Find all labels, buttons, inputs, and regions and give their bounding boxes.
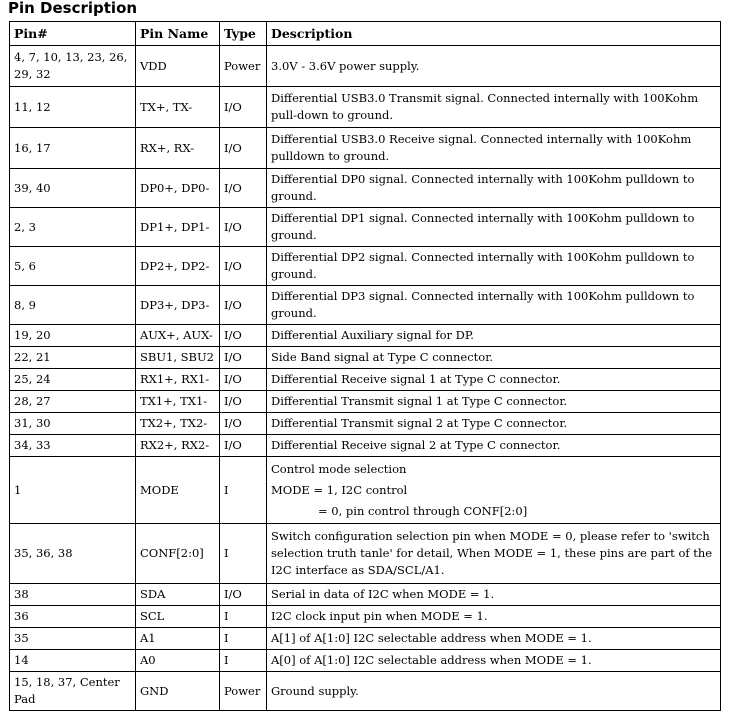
table-row (10, 650, 721, 672)
cell-pin: 39, 40 (10, 169, 136, 208)
cell-description: Switch configuration selection pin when MODE = 0, please refer to 'switch selection truth tanle' for detail, When MODE = 1, these pins are part of the I2C interface as SDA/SCL/A1. (267, 524, 721, 584)
column-header-type: Type (220, 22, 267, 46)
cell-name: DP2+, DP2- (136, 247, 220, 286)
cell-description (267, 457, 721, 524)
cell-pin: 35 (10, 628, 136, 650)
cell-description: 3.0V - 3.6V power supply. (267, 46, 721, 87)
mode-description-line: = 0, pin control through CONF[2:0] (318, 503, 528, 518)
cell-name: TX1+, TX1- (136, 391, 220, 413)
table-row (10, 87, 721, 128)
cell-description: A[0] of A[1:0] I2C selectable address when MODE = 1. (267, 650, 721, 672)
cell-type: I (220, 457, 267, 524)
section-heading: Pin Description (8, 0, 138, 17)
pin-description-table (9, 21, 721, 711)
cell-name: SBU1, SBU2 (136, 347, 220, 369)
cell-description: Differential DP3 signal. Connected internally with 100Kohm pulldown to ground. (267, 286, 721, 325)
cell-name: RX2+, RX2- (136, 435, 220, 457)
cell-pin: 5, 6 (10, 247, 136, 286)
cell-description: Serial in data of I2C when MODE = 1. (267, 584, 721, 606)
table-row (10, 347, 721, 369)
cell-name: DP0+, DP0- (136, 169, 220, 208)
cell-type: I (220, 628, 267, 650)
mode-description-line: Control mode selection (271, 461, 407, 476)
table-row (10, 128, 721, 169)
cell-description: Differential Receive signal 2 at Type C connector. (267, 435, 721, 457)
cell-pin: 25, 24 (10, 369, 136, 391)
cell-name: A0 (136, 650, 220, 672)
cell-pin: 11, 12 (10, 87, 136, 128)
table-row-mode (10, 457, 721, 524)
cell-description: Differential DP0 signal. Connected internally with 100Kohm pulldown to ground. (267, 169, 721, 208)
cell-type: I/O (220, 286, 267, 325)
cell-description: Differential Transmit signal 1 at Type C connector. (267, 391, 721, 413)
cell-description: Ground supply. (267, 672, 721, 711)
cell-pin: 38 (10, 584, 136, 606)
mode-description-line: MODE = 1, I2C control (271, 482, 408, 497)
column-header-pin-name: Pin Name (136, 22, 220, 46)
cell-type: Power (220, 672, 267, 711)
cell-pin: 34, 33 (10, 435, 136, 457)
cell-type: I/O (220, 413, 267, 435)
table-row (10, 208, 721, 247)
cell-description: A[1] of A[1:0] I2C selectable address when MODE = 1. (267, 628, 721, 650)
cell-pin: 28, 27 (10, 391, 136, 413)
cell-description: Differential Transmit signal 2 at Type C connector. (267, 413, 721, 435)
cell-name: SDA (136, 584, 220, 606)
cell-pin: 16, 17 (10, 128, 136, 169)
cell-name: DP1+, DP1- (136, 208, 220, 247)
cell-type: I (220, 650, 267, 672)
table-row (10, 169, 721, 208)
cell-type: I (220, 606, 267, 628)
cell-name: RX+, RX- (136, 128, 220, 169)
cell-type: I (220, 524, 267, 584)
header-row (10, 22, 721, 46)
cell-name: TX2+, TX2- (136, 413, 220, 435)
cell-pin: 15, 18, 37, Center Pad (10, 672, 136, 711)
table-row (10, 628, 721, 650)
cell-type: I/O (220, 247, 267, 286)
table-row (10, 46, 721, 87)
table-row (10, 524, 721, 584)
cell-pin: 8, 9 (10, 286, 136, 325)
cell-type: I/O (220, 435, 267, 457)
cell-type: Power (220, 46, 267, 87)
column-header-pin: Pin# (10, 22, 136, 46)
table-row (10, 672, 721, 711)
cell-name: AUX+, AUX- (136, 325, 220, 347)
cell-description: Differential USB3.0 Receive signal. Connected internally with 100Kohm pulldown to ground. (267, 128, 721, 169)
cell-description: Differential USB3.0 Transmit signal. Connected internally with 100Kohm pull-down to ground. (267, 87, 721, 128)
cell-type: I/O (220, 347, 267, 369)
column-header-description: Description (267, 22, 721, 46)
cell-pin: 2, 3 (10, 208, 136, 247)
table-row (10, 584, 721, 606)
table-row (10, 286, 721, 325)
cell-name: GND (136, 672, 220, 711)
table-row (10, 247, 721, 286)
cell-name: TX+, TX- (136, 87, 220, 128)
cell-pin: 14 (10, 650, 136, 672)
cell-type: I/O (220, 325, 267, 347)
cell-type: I/O (220, 128, 267, 169)
table-row (10, 325, 721, 347)
cell-pin: 31, 30 (10, 413, 136, 435)
cell-description: Side Band signal at Type C connector. (267, 347, 721, 369)
cell-name: CONF[2:0] (136, 524, 220, 584)
cell-name: SCL (136, 606, 220, 628)
cell-description: Differential DP2 signal. Connected internally with 100Kohm pulldown to ground. (267, 247, 721, 286)
table-row (10, 435, 721, 457)
cell-name: DP3+, DP3- (136, 286, 220, 325)
cell-description: Differential DP1 signal. Connected internally with 100Kohm pulldown to ground. (267, 208, 721, 247)
cell-description: I2C clock input pin when MODE = 1. (267, 606, 721, 628)
cell-type: I/O (220, 391, 267, 413)
table-row (10, 369, 721, 391)
cell-name: A1 (136, 628, 220, 650)
cell-pin: 35, 36, 38 (10, 524, 136, 584)
cell-type: I/O (220, 369, 267, 391)
table-row (10, 413, 721, 435)
cell-name: MODE (136, 457, 220, 524)
cell-type: I/O (220, 87, 267, 128)
cell-pin: 4, 7, 10, 13, 23, 26, 29, 32 (10, 46, 136, 87)
cell-pin: 36 (10, 606, 136, 628)
cell-type: I/O (220, 208, 267, 247)
table-row (10, 606, 721, 628)
cell-type: I/O (220, 584, 267, 606)
cell-pin: 22, 21 (10, 347, 136, 369)
cell-description: Differential Auxiliary signal for DP. (267, 325, 721, 347)
cell-name: RX1+, RX1- (136, 369, 220, 391)
cell-type: I/O (220, 169, 267, 208)
cell-pin: 19, 20 (10, 325, 136, 347)
cell-description: Differential Receive signal 1 at Type C connector. (267, 369, 721, 391)
table-row (10, 391, 721, 413)
cell-pin: 1 (10, 457, 136, 524)
cell-name: VDD (136, 46, 220, 87)
